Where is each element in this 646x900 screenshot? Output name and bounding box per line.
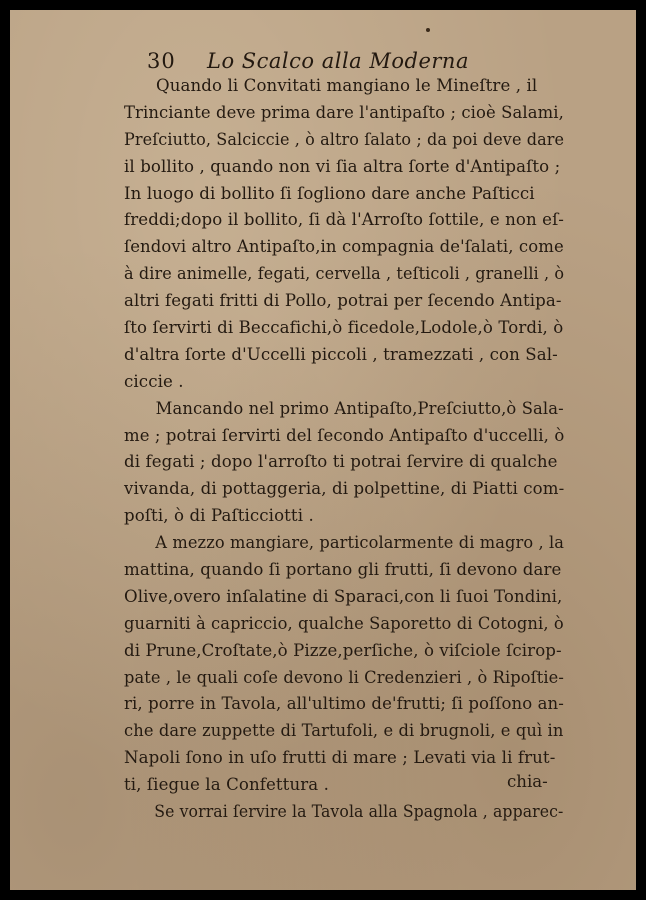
- book-page: [10, 10, 636, 890]
- text-line: Se vorrai ſervire la Tavola alla Spagnola , apparec-: [154, 802, 564, 822]
- text-line: pate , le quali coſe devono li Credenzieri , ò Ripoſtie-: [124, 667, 564, 687]
- text-line: freddi;dopo il bollito, ſi dà l'Arroſto ſottile, e non eſ-: [124, 210, 565, 230]
- text-line: ciccie .: [124, 371, 184, 391]
- text-line: che dare zuppette di Tartufoli, e di brugnoli, e quì in: [124, 721, 564, 741]
- text-line: ti, ſiegue la Confettura .: [124, 775, 330, 795]
- text-line: In luogo di bollito ſi ſogliono dare anche Paſticci: [124, 183, 535, 203]
- page-blemish-dot: [426, 28, 430, 32]
- text-line: Trinciante deve prima dare l'antipaſto ; cioè Salami,: [124, 102, 564, 122]
- running-title: Lo Scalco alla Moderna: [207, 49, 469, 73]
- text-line: d'altra ſorte d'Uccelli piccoli , tramezzati , con Sal-: [124, 344, 558, 364]
- text-line: mattina, quando ſi portano gli frutti, ſi devono dare: [124, 560, 562, 580]
- text-line: di Prune,Croſtate,ò Pizze,perſiche, ò viſciole ſcirop-: [124, 640, 562, 660]
- text-line: Olive,overo inſalatine di Sparaci,con li ſuoi Tondini,: [124, 586, 563, 606]
- text-line: poſti, ò di Paſticciotti .: [124, 506, 314, 526]
- page-number: 30: [147, 49, 176, 73]
- body-text: [124, 73, 564, 826]
- text-line: Quando li Convitati mangiano le Mineſtre , il: [156, 76, 538, 95]
- text-line: Mancando nel primo Antipaſto,Preſciutto,ò Sala-: [155, 398, 564, 418]
- text-line: Napoli ſono in uſo frutti di mare ; Levati via li frut-: [124, 748, 556, 768]
- text-line: A mezzo mangiare, particolarmente di magro , la: [155, 533, 565, 553]
- text-line: ſto ſervirti di Beccafichi,ò ficedole,Lodole,ò Tordi, ò: [124, 318, 564, 338]
- text-line: vivanda, di pottaggeria, di polpettine, di Piatti com-: [124, 479, 565, 499]
- text-line: altri fegati fritti di Pollo, potrai per ſecendo Antipa-: [124, 291, 562, 311]
- text-line: guarniti à capriccio, qualche Saporetto di Cotogni, ò: [124, 613, 564, 633]
- text-line: Preſciutto, Salciccie , ò altro ſalato ; da poi deve dare: [124, 129, 565, 149]
- text-line: me ; potrai ſervirti del ſecondo Antipaſto d'uccelli, ò: [124, 425, 565, 445]
- catchword: chia-: [507, 772, 548, 791]
- page-header: [147, 46, 469, 76]
- text-line: ſendovi altro Antipaſto,in compagnia de'ſalati, come: [124, 237, 564, 257]
- text-line: à dire animelle, fegati, cervella , teſticoli , granelli , ò: [124, 264, 565, 284]
- text-line: di fegati ; dopo l'arroſto ti potrai ſervire di qualche: [124, 452, 558, 472]
- text-line: il bollito , quando non vi ſia altra ſorte d'Antipaſto ;: [124, 156, 561, 176]
- text-line: ri, porre in Tavola, all'ultimo de'frutti; ſi poſſono an-: [124, 694, 564, 714]
